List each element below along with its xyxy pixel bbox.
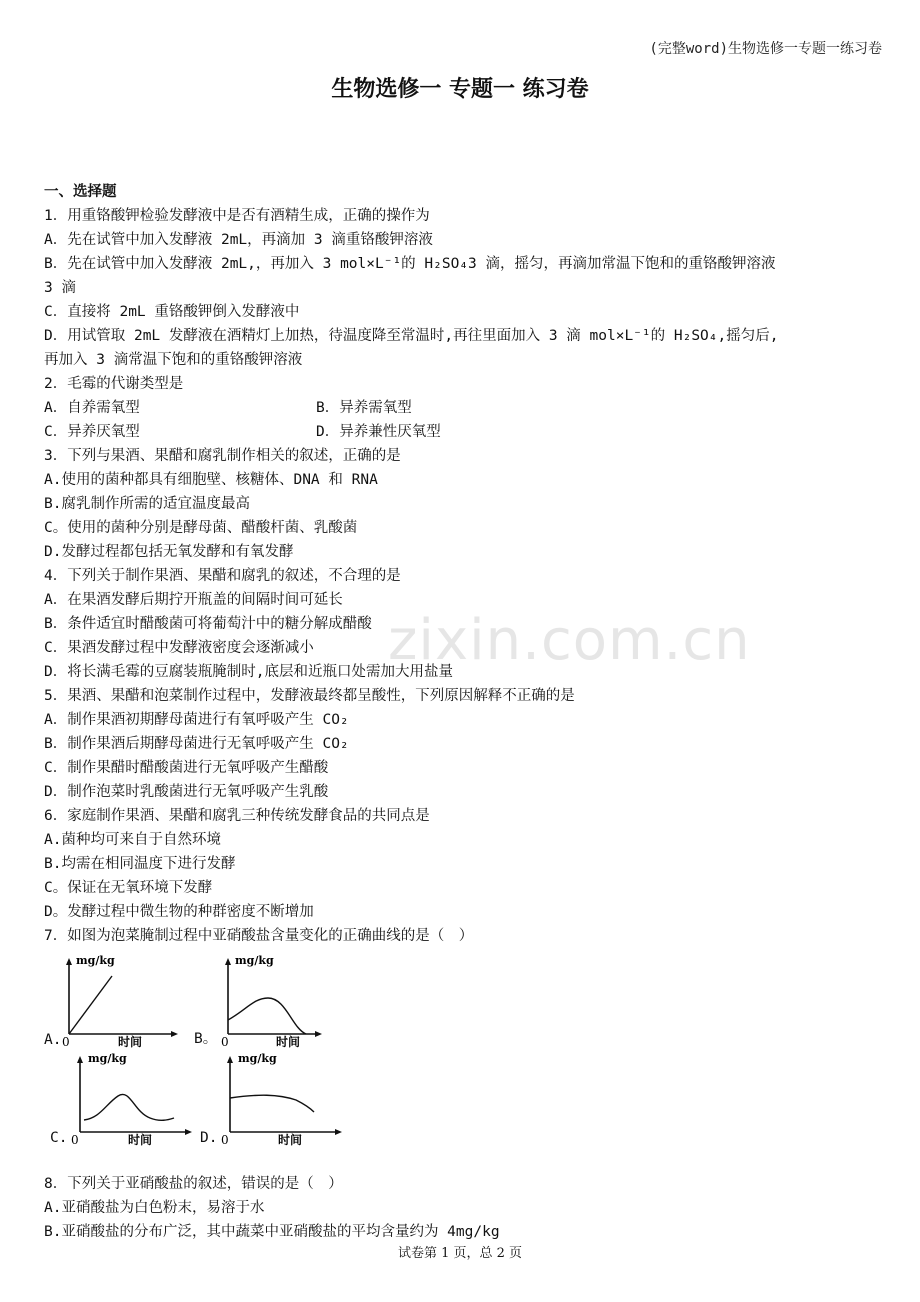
q3-stem: 3．下列与果酒、果醋和腐乳制作相关的叙述，正确的是	[44, 448, 401, 464]
q1-option-b-cont: 3 滴	[44, 280, 76, 296]
q2-option-c: C．异养厌氧型	[44, 424, 140, 440]
q6-option-b: B.均需在相同温度下进行发酵	[44, 856, 236, 872]
q2-option-a: A．自养需氧型	[44, 400, 140, 416]
q6-option-c: C。保证在无氧环境下发酵	[44, 880, 213, 896]
graph-c-plot	[50, 1046, 200, 1146]
q7-graph-c	[50, 1046, 200, 1146]
q1-stem: 1．用重铬酸钾检验发酵液中是否有酒精生成，正确的操作为	[44, 208, 430, 224]
q1-option-d-cont: 再加入 3 滴常温下饱和的重铬酸钾溶液	[44, 352, 303, 368]
q5-option-d: D．制作泡菜时乳酸菌进行无氧呼吸产生乳酸	[44, 784, 329, 800]
q4-option-d: D．将长满毛霉的豆腐装瓶腌制时,底层和近瓶口处需加大用盐量	[44, 664, 453, 680]
q1-option-c: C．直接将 2mL 重铬酸钾倒入发酵液中	[44, 304, 300, 320]
graph-a-label: A.	[44, 1032, 62, 1048]
q1-option-d: D．用试管取 2mL 发酵液在酒精灯上加热，待温度降至常温时,再往里面加入 3 滴 mol×L⁻¹的 H₂SO₄,摇匀后,	[44, 328, 779, 344]
q3-option-c: C。使用的菌种分别是酵母菌、醋酸杆菌、乳酸菌	[44, 520, 358, 536]
x-axis-arrow	[315, 1031, 322, 1037]
q4-option-a: A．在果酒发酵后期拧开瓶盖的间隔时间可延长	[44, 592, 343, 608]
y-axis-label: mg/kg	[235, 954, 274, 967]
q5-stem: 5．果酒、果醋和泡菜制作过程中，发酵液最终都呈酸性，下列原因解释不正确的是	[44, 688, 575, 704]
x-axis-arrow	[185, 1129, 192, 1135]
section-heading: 一、选择题	[44, 184, 117, 200]
q3-option-b: B.腐乳制作所需的适宜温度最高	[44, 496, 250, 512]
y-axis-label: mg/kg	[88, 1052, 127, 1065]
x-axis-arrow	[335, 1129, 342, 1135]
q3-option-d: D.发酵过程都包括无氧发酵和有氧发酵	[44, 544, 294, 560]
graph-d-plot	[200, 1046, 350, 1146]
page-title: 生物选修一 专题一 练习卷	[331, 77, 589, 102]
q1-option-b: B．先在试管中加入发酵液 2mL,，再加入 3 mol×L⁻¹的 H₂SO₄3 滴，摇匀，再滴加常温下饱和的重铬酸钾溶液	[44, 256, 776, 272]
graph-a-plot	[44, 950, 184, 1048]
y-axis-arrow	[66, 958, 72, 965]
curve-hump-to-zero	[228, 998, 306, 1034]
curve-rising-line	[69, 976, 112, 1034]
graph-b-label: B。	[194, 1031, 218, 1047]
q5-option-a: A．制作果酒初期酵母菌进行有氧呼吸产生 CO₂	[44, 712, 349, 728]
q2-stem: 2．毛霉的代谢类型是	[44, 376, 184, 392]
y-axis-label: mg/kg	[76, 954, 115, 967]
q8-stem: 8．下列关于亚硝酸盐的叙述，错误的是（ ）	[44, 1176, 343, 1192]
q6-option-a: A.菌种均可来自于自然环境	[44, 832, 221, 848]
q3-option-a: A.使用的菌种都具有细胞壁、核糖体、DNA 和 RNA	[44, 472, 378, 488]
x-axis-label: 时间	[276, 1035, 301, 1048]
q5-option-b: B．制作果酒后期酵母菌进行无氧呼吸产生 CO₂	[44, 736, 349, 752]
q7-graph-b	[194, 950, 334, 1048]
page-footer: 试卷第 1 页，总 2 页	[397, 1246, 523, 1261]
q2-option-b: B．异养需氧型	[316, 400, 412, 416]
q7-figures	[44, 948, 890, 1172]
q7-stem: 7．如图为泡菜腌制过程中亚硝酸盐含量变化的正确曲线的是（ ）	[44, 928, 474, 944]
origin-label: 0	[71, 1133, 79, 1146]
curve-rise-peak-fall	[84, 1094, 174, 1120]
x-axis-arrow	[171, 1031, 178, 1037]
q4-option-c: C．果酒发酵过程中发酵液密度会逐渐减小	[44, 640, 314, 656]
q4-stem: 4．下列关于制作果酒、果醋和腐乳的叙述，不合理的是	[44, 568, 401, 584]
curve-flat-slow-decline	[230, 1095, 314, 1112]
header-note: (完整word)生物选修一专题一练习卷	[649, 41, 882, 57]
q8-option-b: B.亚硝酸盐的分布广泛，其中蔬菜中亚硝酸盐的平均含量约为 4mg/kg	[44, 1224, 500, 1240]
q2-options-row1	[44, 396, 890, 420]
q6-stem: 6．家庭制作果酒、果醋和腐乳三种传统发酵食品的共同点是	[44, 808, 430, 824]
graph-d-label: D.	[200, 1130, 218, 1146]
x-axis-label: 时间	[128, 1133, 153, 1146]
question-list	[44, 180, 890, 1244]
y-axis-arrow	[77, 1056, 83, 1063]
x-axis-label: 时间	[118, 1035, 143, 1048]
q6-option-d: D。发酵过程中微生物的种群密度不断增加	[44, 904, 314, 920]
origin-label: 0	[62, 1035, 70, 1048]
q1-option-a: A．先在试管中加入发酵液 2mL，再滴加 3 滴重铬酸钾溶液	[44, 232, 433, 248]
origin-label: 0	[221, 1035, 229, 1048]
y-axis-label: mg/kg	[238, 1052, 277, 1065]
y-axis-arrow	[225, 958, 231, 965]
y-axis-arrow	[227, 1056, 233, 1063]
q2-option-d: D．异养兼性厌氧型	[316, 424, 441, 440]
q4-option-b: B．条件适宜时醋酸菌可将葡萄汁中的糖分解成醋酸	[44, 616, 372, 632]
q8-option-a: A.亚硝酸盐为白色粉末，易溶于水	[44, 1200, 265, 1216]
graph-c-label: C.	[50, 1130, 68, 1146]
q7-graph-a	[44, 950, 184, 1048]
q7-graph-d	[200, 1046, 350, 1146]
x-axis-label: 时间	[278, 1133, 303, 1146]
q2-options-row2	[44, 420, 890, 444]
origin-label: 0	[221, 1133, 229, 1146]
watermark: zixin.com.cn	[388, 608, 751, 673]
q5-option-c: C．制作果醋时醋酸菌进行无氧呼吸产生醋酸	[44, 760, 329, 776]
